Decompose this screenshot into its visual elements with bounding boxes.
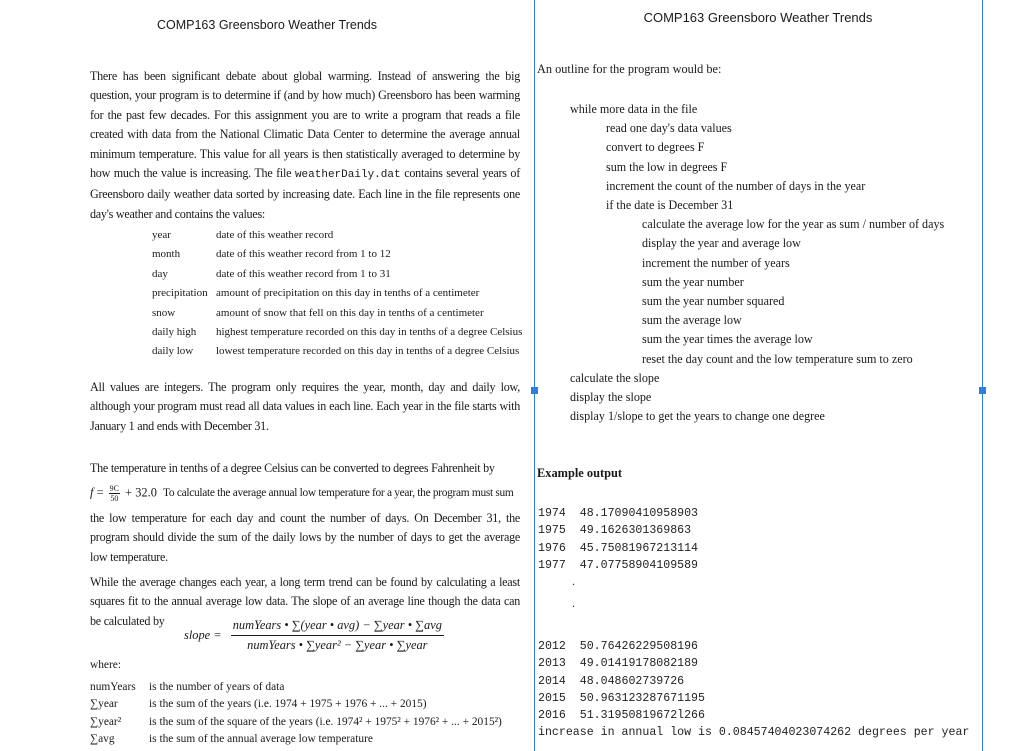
slope-numerator: numYears • ∑(year • avg) − ∑year • ∑avg — [231, 618, 444, 636]
variable-row — [152, 323, 522, 342]
variable-name: precipitation — [152, 287, 208, 300]
right-page-edge — [982, 0, 983, 751]
output-line: 2015 50.963123287671195 — [538, 691, 705, 705]
variable-name: daily high — [152, 326, 197, 339]
definition-list — [90, 679, 502, 748]
variable-desc: highest temperature recorded on this day in tenths of a degree Celsius — [216, 326, 523, 339]
page-title-right: COMP163 Greensboro Weather Trends — [643, 10, 873, 25]
output-line: 2013 49.01419178082189 — [538, 657, 699, 671]
formula-add: + 32.0 — [125, 485, 157, 500]
variable-desc: amount of snow that fell on this day in tenths of a centimeter — [216, 306, 484, 319]
outline-line: calculate the slope — [570, 370, 660, 385]
variable-name: day — [152, 267, 168, 280]
fahrenheit-formula — [90, 484, 514, 503]
definition-name: ∑year² — [90, 715, 122, 728]
variable-name: month — [152, 248, 181, 261]
page-title: COMP163 Greensboro Weather Trends — [156, 18, 377, 32]
conversion-intro: The temperature in tenths of a degree Celsius can be converted to degrees Fahrenheit by — [90, 461, 495, 475]
output-line: 2014 48.048602739726 — [538, 674, 685, 688]
formula-f: f — [90, 485, 94, 500]
output-line: 1976 45.75081967213114 — [538, 541, 699, 555]
variable-row — [152, 226, 522, 245]
example-output-heading: Example output — [537, 466, 623, 480]
definition-row — [90, 696, 502, 713]
slope-fraction — [231, 618, 444, 653]
slope-formula — [184, 618, 444, 653]
outline-line: calculate the average low for the year as sum / number of days — [642, 217, 945, 232]
variable-name: snow — [152, 306, 176, 319]
data-filename: weatherDaily.dat — [294, 169, 401, 182]
definition-desc: is the sum of the years (i.e. 1974 + 1975 + 1976 + ... + 2015) — [149, 698, 427, 711]
conversion-rest-b: the low temperature for each day and count the number of days. On December 31, the program should divide the sum of the daily lows by the number of days to get the average low temperature. — [90, 511, 520, 564]
outline-line: sum the year number — [642, 274, 744, 289]
formula-equals: = — [96, 485, 104, 500]
variable-desc: date of this weather record — [216, 229, 334, 241]
outline-line: display the slope — [570, 390, 652, 405]
slope-denominator: numYears • ∑year² − ∑year • ∑year — [247, 638, 428, 652]
output-line: 1975 49.1626301369863 — [538, 524, 692, 538]
ellipsis-2: . — [572, 596, 575, 610]
definition-name: ∑year — [90, 698, 118, 711]
outline-line: convert to degrees F — [606, 140, 705, 155]
outline-line: sum the low in degrees F — [606, 159, 728, 174]
outline-line: increment the count of the number of days in the year — [606, 178, 866, 193]
where-label: where: — [90, 659, 121, 671]
definition-row — [90, 714, 502, 731]
intro-text-1: There has been significant debate about global warming. Instead of answering the big question, your program is to determine if (and by how much) Greensboro has been warming for the past few decades. For this assignment you are to write a program that reads a file created with data from the National Climatic Data Center to determine the average annual minimum temperature. This value for all years is then statistically averaged to determine by how much the value is increasing. The file — [90, 69, 520, 181]
definition-desc: is the sum of the annual average low temperature — [149, 732, 373, 745]
variable-list — [152, 226, 522, 362]
definition-desc: is the number of years of data — [149, 681, 285, 693]
definition-name: numYears — [90, 681, 136, 693]
conversion-rest-a: To calculate the average annual low temperature for a year, the program must sum — [163, 487, 514, 500]
outline-line: display 1/slope to get the years to change one degree — [570, 409, 825, 424]
outline-line: sum the year number squared — [642, 294, 785, 309]
variable-row — [152, 284, 522, 303]
outline-line: if the date is December 31 — [606, 198, 734, 213]
trend-paragraph: While the average changes each year, a long term trend can be found by calculating a least squares fit to the annual average low data. The slope of an average line though the data can be calculated by — [90, 575, 520, 628]
formula-denominator: 50 — [110, 494, 119, 503]
variable-name: daily low — [152, 345, 194, 358]
outline-line: display the year and average low — [642, 236, 801, 251]
output-line: 2012 50.76426229508196 — [538, 640, 699, 653]
values-paragraph: All values are integers. The program only requires the year, month, day and daily low, although your program must read all data values in each line. Each year in the file starts with January 1 and ends with December 31. — [90, 380, 520, 433]
variable-desc: amount of precipitation on this day in tenths of a centimeter — [216, 287, 480, 300]
ellipsis-1: . — [572, 574, 575, 588]
variable-row — [152, 245, 522, 264]
definition-desc: is the sum of the square of the years (i.e. 1974² + 1975² + 1976² + ... + 2015²) — [149, 715, 502, 728]
outline-line: read one day's data values — [606, 121, 732, 136]
formula-numerator: 9C — [109, 484, 120, 493]
slope-label: slope = — [184, 628, 222, 642]
output-line: 2016 51.31950819672l266 — [538, 709, 705, 723]
outline-line: while more data in the file — [570, 102, 698, 116]
outline-line: sum the average low — [642, 313, 742, 328]
variable-row — [152, 304, 522, 323]
definition-row — [90, 731, 502, 748]
outline-intro: An outline for the program would be: — [537, 62, 722, 76]
definition-row — [90, 679, 502, 696]
outline-line: increment the number of years — [642, 255, 790, 270]
variable-desc: date of this weather record from 1 to 31 — [216, 267, 391, 280]
output-line: 1974 48.17090410958903 — [538, 507, 699, 520]
definition-name: ∑avg — [90, 732, 115, 745]
intro-paragraph — [90, 67, 520, 224]
variable-name: year — [152, 229, 171, 241]
output-top — [538, 505, 698, 574]
output-line: increase in annual low is 0.08457404023074262 degrees per year — [538, 726, 970, 740]
variable-desc: date of this weather record from 1 to 12 — [216, 248, 391, 261]
outline-line: sum the year times the average low — [642, 332, 813, 347]
variable-row — [152, 265, 522, 284]
output-bottom — [538, 638, 969, 742]
intro-text-2: contains several years of Greensboro daily weather data sorted by increasing date. Each line in the file represents one day's weather and contains the values: — [90, 166, 520, 221]
right-page — [534, 0, 982, 751]
output-line: 1977 47.07758904109589 — [538, 558, 699, 572]
variable-desc: lowest temperature recorded on this day in tenths of a degree Celsius — [216, 345, 520, 358]
formula-fraction — [109, 484, 120, 503]
outline-line: reset the day count and the low temperature sum to zero — [642, 351, 913, 366]
variable-row — [152, 342, 522, 361]
program-outline — [534, 100, 944, 426]
